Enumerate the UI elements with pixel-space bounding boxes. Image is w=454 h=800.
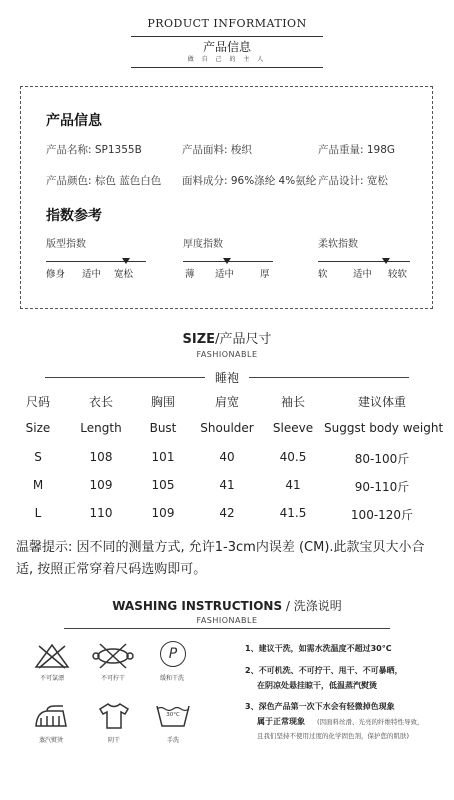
row-s-size: S xyxy=(34,450,42,464)
header-en-weight: Suggst body weight xyxy=(324,421,444,435)
softness-index-label-mid: 适中 xyxy=(353,269,373,280)
row-m-size: M xyxy=(32,478,44,492)
size-title-bold: SIZE xyxy=(182,332,216,347)
row-l-bust: 109 xyxy=(151,506,175,520)
row-s-weight: 80-100斤 xyxy=(354,452,410,466)
no-bleach-label: 不可氯漂 xyxy=(39,675,64,682)
hand-wash-label: 手洗 xyxy=(166,737,179,744)
row-s-bust: 101 xyxy=(151,450,175,464)
spec-name: 产品名称: SP1355B xyxy=(46,144,142,156)
header-cn-size: 尺码 xyxy=(25,395,50,409)
dry-clean-icon: P xyxy=(160,641,186,667)
row-l-weight: 100-120斤 xyxy=(350,508,414,522)
hang-dry-icon xyxy=(98,702,130,730)
row-l-size: L xyxy=(34,506,42,520)
care-line-4: 3、深色产品第一次下水会有轻微掉色现象 xyxy=(245,702,395,711)
iron-label: 蒸汽熨烫 xyxy=(38,737,63,744)
washing-title-bold: WASHING INSTRUCTIONS xyxy=(112,599,283,613)
header-cn-length: 衣长 xyxy=(88,395,113,409)
thickness-index-label-high: 厚 xyxy=(260,269,270,280)
dry-clean-label: 缓和干洗 xyxy=(159,675,184,682)
row-s-shoulder: 40 xyxy=(219,450,235,464)
fit-index-scale xyxy=(46,261,146,262)
spec-color: 产品颜色: 棕色 蓝色白色 xyxy=(46,175,162,187)
softness-index-label-low: 软 xyxy=(318,269,328,280)
row-m-length: 109 xyxy=(89,478,113,492)
hang-dry-label: 阴干 xyxy=(107,737,120,744)
size-fashion-label: FASHIONABLE xyxy=(196,350,258,359)
washing-title-rest: / 洗涤说明 xyxy=(282,599,342,613)
iron-icon xyxy=(33,704,69,730)
thickness-index-label-mid: 适中 xyxy=(215,269,235,280)
softness-index-title: 柔软指数 xyxy=(318,239,358,250)
softness-index-scale xyxy=(318,261,410,262)
washing-fashion-label: FASHIONABLE xyxy=(196,616,258,625)
row-l-sleeve: 41.5 xyxy=(279,506,307,520)
size-section-title xyxy=(0,328,454,347)
care-line-7: 且我们坚持不使用过度的化学固色剂，保护您的肌肤) xyxy=(257,732,410,740)
thickness-index-marker xyxy=(223,258,231,264)
no-bleach-icon xyxy=(33,642,71,670)
thickness-index-title: 厚度指数 xyxy=(183,239,223,250)
care-line-6: (因面料丝滑、光亮的纤维特性导致， xyxy=(317,718,424,726)
thickness-index-label-low: 薄 xyxy=(185,269,195,280)
header-banner xyxy=(131,36,323,68)
table-caption: 睡袍 xyxy=(214,371,239,385)
row-m-weight: 90-110斤 xyxy=(354,480,410,494)
size-title-rest: /产品尺寸 xyxy=(215,332,272,347)
header-en-length: Length xyxy=(80,421,122,435)
header-en-bust: Bust xyxy=(149,421,177,435)
fit-index-label-low: 修身 xyxy=(46,269,66,280)
header-motto: 做 自 己 的 主 人 xyxy=(187,56,267,63)
row-m-shoulder: 41 xyxy=(219,478,235,492)
hand-wash-temp: 30°C xyxy=(166,712,180,718)
fit-index-title: 版型指数 xyxy=(46,239,86,250)
fit-index-label-high: 宽松 xyxy=(114,269,134,280)
row-m-sleeve: 41 xyxy=(285,478,301,492)
fit-index-marker xyxy=(122,258,130,264)
row-l-length: 110 xyxy=(89,506,113,520)
care-line-3: 在阴凉处悬挂晾干，低温蒸汽熨烫 xyxy=(257,681,377,690)
product-info-heading: 产品信息 xyxy=(46,113,102,129)
care-line-2: 2、不可机洗、不可拧干、甩干、不可暴晒， xyxy=(245,666,403,675)
header-cn-sleeve: 袖长 xyxy=(280,395,305,409)
softness-index-label-high: 较软 xyxy=(388,269,408,280)
size-note: 温馨提示: 因不同的测量方式, 允许1-3cm内误差 (CM).此款宝贝大小合适, 按照正常穿着尺码选购即可。 xyxy=(16,540,425,577)
spec-fabric: 产品面料: 梭织 xyxy=(182,144,252,156)
row-s-length: 108 xyxy=(89,450,113,464)
header-subtitle: 产品信息 xyxy=(202,40,251,54)
washing-divider xyxy=(64,628,390,629)
header-en-size: Size xyxy=(25,421,51,435)
fit-index-label-mid: 适中 xyxy=(82,269,102,280)
spec-design: 产品设计: 宽松 xyxy=(318,175,388,187)
spec-weight: 产品重量: 198G xyxy=(318,144,396,156)
header-cn-shoulder: 肩宽 xyxy=(214,395,239,409)
row-m-bust: 105 xyxy=(151,478,175,492)
index-heading: 指数参考 xyxy=(46,208,102,224)
row-l-shoulder: 42 xyxy=(219,506,235,520)
washing-title xyxy=(0,597,454,614)
header-en-shoulder: Shoulder xyxy=(200,421,254,435)
no-wring-icon xyxy=(92,642,134,670)
caption-line-right xyxy=(249,377,409,378)
header-cn-bust: 胸围 xyxy=(150,395,175,409)
no-wring-label: 不可拧干 xyxy=(100,675,125,682)
row-s-sleeve: 40.5 xyxy=(279,450,307,464)
header-title: PRODUCT INFORMATION xyxy=(147,17,307,30)
care-line-1: 1、建议干洗，如需水洗温度不超过30°C xyxy=(245,644,392,653)
header-cn-weight: 建议体重 xyxy=(357,395,406,409)
softness-index-marker xyxy=(382,258,390,264)
care-line-5: 属于正常现象 xyxy=(257,717,305,726)
spec-composition: 面料成分: 96%涤纶 4%氨纶 xyxy=(182,175,317,187)
header-en-sleeve: Sleeve xyxy=(272,421,314,435)
